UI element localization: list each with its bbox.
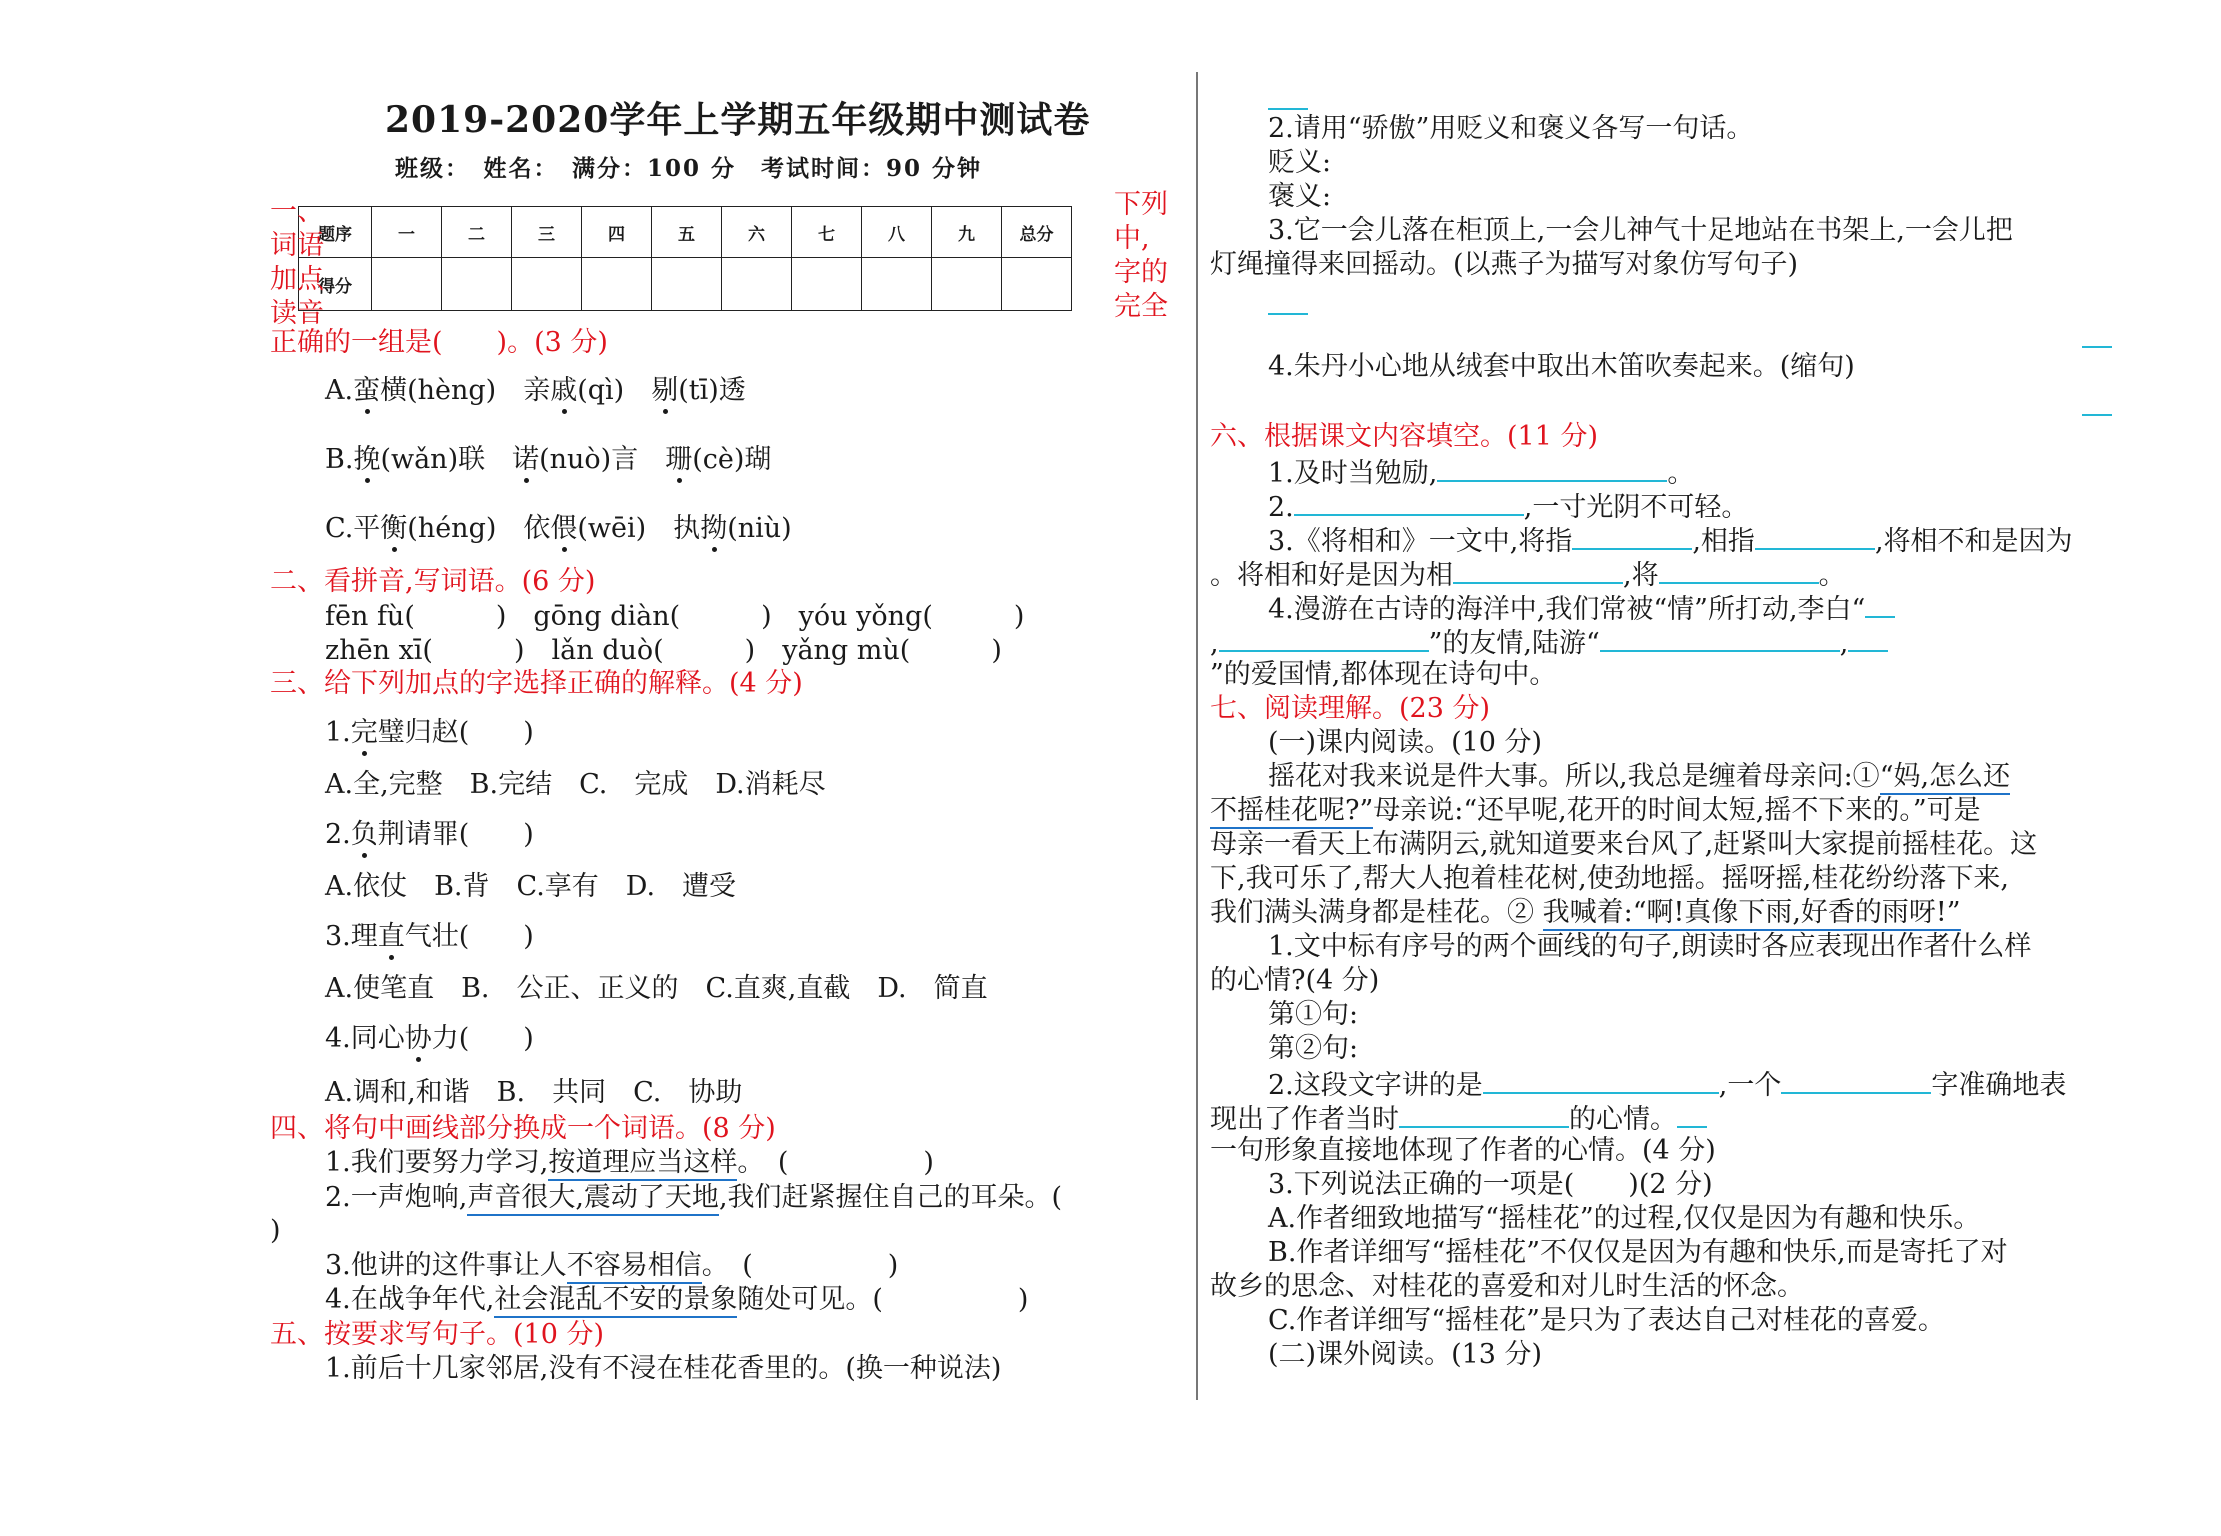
column-divider <box>1196 72 1198 1400</box>
table-cell: 题序 <box>299 207 372 258</box>
section-6-heading: 六、根据课文内容填空。(11 分) <box>1210 421 1599 452</box>
question-5-2: 2.请用“骄傲”用贬义和褒义各写一句话。 <box>1268 113 1754 144</box>
question-7-2-cont[interactable]: 现出了作者当时 的心情。 <box>1210 1100 1707 1137</box>
score-input[interactable] <box>372 258 442 311</box>
option-b[interactable]: B.挽(wǎn)联 诺(nuò)言 珊(cè)瑚 <box>325 444 772 475</box>
section-5-heading: 五、按要求写句子。(10 分) <box>270 1319 605 1350</box>
options-3-3[interactable]: A.使笔直 B. 公正、正义的 C.直爽,直截 D. 简直 <box>325 973 988 1004</box>
table-cell: 三 <box>512 207 582 258</box>
question-3-1: 1.完璧归赵( ) <box>325 717 534 748</box>
passage-line-5: 我们满头满身都是桂花。② 我喊着:“啊!真像下雨,好香的雨呀!” <box>1210 896 1961 930</box>
score-input[interactable] <box>512 258 582 311</box>
score-input[interactable] <box>1002 258 1072 311</box>
exam-info: 班级： 姓名： 满分：100 分 考试时间：90 分钟 <box>395 155 983 182</box>
table-cell: 得分 <box>299 258 372 311</box>
question-3-2: 2.负荆请罪( ) <box>325 819 534 850</box>
question-7-1-cont: 的心情?(4 分) <box>1210 965 1380 996</box>
answer-label-1[interactable]: 第①句: <box>1268 999 1359 1030</box>
option-7-3-b-cont: 故乡的思念、对桂花的喜爱和对儿时生活的怀念。 <box>1210 1271 1804 1302</box>
table-cell: 八 <box>862 207 932 258</box>
table-cell: 九 <box>932 207 1002 258</box>
option-a[interactable]: A.蛮横(hèng) 亲戚(qì) 剔(tī)透 <box>325 375 746 406</box>
answer-blank[interactable] <box>2082 414 2112 416</box>
question-5-3: 3.它一会儿落在柜顶上,一会儿神气十足地站在书架上,一会儿把 <box>1268 215 2013 246</box>
score-input[interactable] <box>792 258 862 311</box>
label-derogatory: 贬义: <box>1268 147 1332 178</box>
options-3-2[interactable]: A.依仗 B.背 C.享有 D. 遭受 <box>325 871 737 902</box>
question-4-2[interactable]: 2.一声炮响,声音很大,震动了天地,我们赶紧握住自己的耳朵。( <box>325 1181 1062 1215</box>
score-input[interactable] <box>862 258 932 311</box>
table-cell: 一 <box>372 207 442 258</box>
label-commendatory: 褒义: <box>1268 181 1332 212</box>
question-5-3-cont: 灯绳撞得来回摇动。(以燕子为描写对象仿写句子) <box>1210 249 1799 280</box>
answer-label-2[interactable]: 第②句: <box>1268 1033 1359 1064</box>
question-4-3[interactable]: 3.他讲的这件事让人不容易相信。 ( ) <box>325 1249 898 1283</box>
section-1-heading: 正确的一组是( )。(3 分) <box>270 327 608 358</box>
fill-6-3-cont[interactable]: 。将相和好是因为相 ,将 。 <box>1210 556 1846 593</box>
table-cell: 六 <box>722 207 792 258</box>
score-input[interactable] <box>722 258 792 311</box>
score-input[interactable] <box>442 258 512 311</box>
pinyin-line-1[interactable]: fēn fù( ) gōng diàn( ) yóu yǒng( ) <box>325 601 1025 632</box>
reading-2-heading: (二)课外阅读。(13 分) <box>1268 1339 1543 1370</box>
options-3-4[interactable]: A.调和,和谐 B. 共同 C. 协助 <box>325 1077 743 1108</box>
fill-6-4[interactable]: 4.漫游在古诗的海洋中,我们常被“情”所打动,李白“ <box>1268 590 1895 627</box>
section-1-fragment-right: 下列 中, 字的 完全 <box>1114 189 1168 322</box>
fill-6-3[interactable]: 3.《将相和》一文中,将指 ,相指 ,将相不和是因为 <box>1268 522 2073 559</box>
question-7-3: 3.下列说法正确的一项是( )(2 分) <box>1268 1169 1713 1200</box>
question-5-1: 1.前后十几家邻居,没有不浸在桂花香里的。(换一种说法) <box>325 1353 1002 1384</box>
score-input[interactable] <box>582 258 652 311</box>
question-4-2-cont: ) <box>270 1215 281 1246</box>
section-7-heading: 七、阅读理解。(23 分) <box>1210 693 1491 724</box>
question-3-4: 4.同心协力( ) <box>325 1023 534 1054</box>
table-cell: 二 <box>442 207 512 258</box>
passage-line-1: 摇花对我来说是件大事。所以,我总是缠着母亲问:①“妈,怎么还 <box>1268 760 2010 794</box>
option-7-3-b[interactable]: B.作者详细写“摇桂花”不仅仅是因为有趣和快乐,而是寄托了对 <box>1268 1237 2008 1268</box>
section-1-fragment-left: 一、 词语 加点 读音 <box>270 196 324 329</box>
table-cell: 四 <box>582 207 652 258</box>
options-3-1[interactable]: A.全,完整 B.完结 C. 完成 D.消耗尽 <box>325 769 826 800</box>
question-5-4: 4.朱丹小心地从绒套中取出木笛吹奏起来。(缩句) <box>1268 351 1855 382</box>
section-4-heading: 四、将句中画线部分换成一个词语。(8 分) <box>270 1113 776 1144</box>
score-table <box>298 206 1072 311</box>
answer-blank[interactable] <box>1268 313 1308 315</box>
option-7-3-c[interactable]: C.作者详细写“摇桂花”是只为了表达自己对桂花的喜爱。 <box>1268 1305 1945 1336</box>
question-7-2-end: 一句形象直接地体现了作者的心情。(4 分) <box>1210 1135 1716 1166</box>
section-2-heading: 二、看拼音,写词语。(6 分) <box>270 566 596 597</box>
question-4-1[interactable]: 1.我们要努力学习,按道理应当这样。 ( ) <box>325 1146 934 1180</box>
option-c[interactable]: C.平衡(héng) 依偎(wēi) 执拗(niù) <box>325 513 792 544</box>
option-7-3-a[interactable]: A.作者细致地描写“摇桂花”的过程,仅仅是因为有趣和快乐。 <box>1268 1203 1981 1234</box>
fill-6-4-cont[interactable]: , ”的友情,陆游“ , <box>1210 624 1888 661</box>
fill-6-1[interactable]: 1.及时当勉励, 。 <box>1268 454 1694 491</box>
question-7-2[interactable]: 2.这段文字讲的是 ,一个 字准确地表 <box>1268 1066 2066 1103</box>
question-7-1: 1.文中标有序号的两个画线的句子,朗读时各应表现出作者什么样 <box>1268 931 2032 962</box>
table-cell: 七 <box>792 207 862 258</box>
table-cell: 总分 <box>1002 207 1072 258</box>
section-3-heading: 三、给下列加点的字选择正确的解释。(4 分) <box>270 668 803 699</box>
pinyin-line-2[interactable]: zhēn xī( ) lǎn duò( ) yǎng mù( ) <box>325 635 1002 666</box>
page-title: 2019-2020学年上学期五年级期中测试卷 <box>385 99 1091 141</box>
fill-6-4-end: ”的爱国情,都体现在诗句中。 <box>1210 659 1557 690</box>
fill-6-2[interactable]: 2. ,一寸光阴不可轻。 <box>1268 488 1748 525</box>
passage-line-3: 母亲一看天上布满阴云,就知道要来台风了,赶紧叫大家提前摇桂花。这 <box>1210 829 2038 860</box>
passage-line-2: 不摇桂花呢?”母亲说:“还早呢,花开的时间太短,摇不下来的。”可是 <box>1210 794 1981 828</box>
question-3-3: 3.理直气壮( ) <box>325 921 534 952</box>
table-cell: 五 <box>652 207 722 258</box>
answer-blank[interactable] <box>1268 108 1308 110</box>
score-input[interactable] <box>932 258 1002 311</box>
question-4-4[interactable]: 4.在战争年代,社会混乱不安的景象随处可见。( ) <box>325 1283 1028 1317</box>
passage-line-4: 下,我可乐了,帮大人抱着桂花树,使劲地摇。摇呀摇,桂花纷纷落下来, <box>1210 863 2009 894</box>
score-input[interactable] <box>652 258 722 311</box>
reading-1-heading: (一)课内阅读。(10 分) <box>1268 727 1543 758</box>
answer-blank[interactable] <box>2082 346 2112 348</box>
